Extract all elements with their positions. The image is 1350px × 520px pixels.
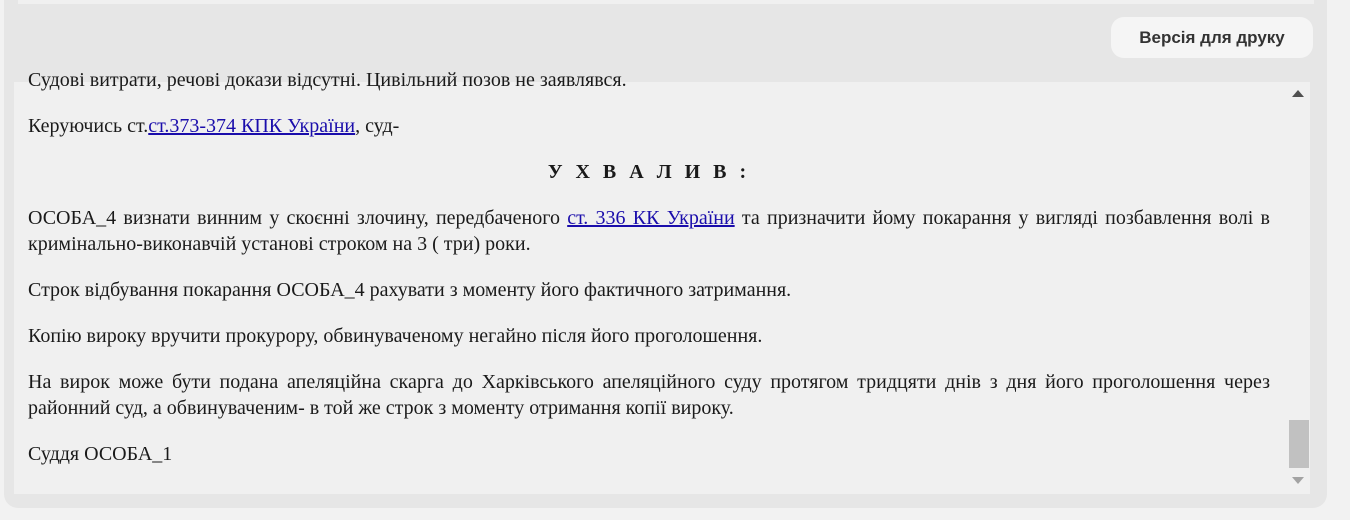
top-strip [18,0,1314,4]
document-view [14,69,1284,478]
scroll-up-arrow-icon[interactable] [1292,90,1304,97]
judge-signature: Суддя ОСОБА_1 [28,443,173,465]
paragraph-text: та призначити йому покарання у вигляді позбавлення волі в кримінально-виконавчій установі строком на 3 ( три) роки. [28,207,1270,255]
paragraph-text: , суд- [355,115,400,137]
vertical-scrollbar[interactable] [1284,82,1310,494]
paragraph-verdict [28,205,1270,257]
paragraph-ruling-basis [28,113,1270,139]
paragraph-copy-delivery: Копію вироку вручити прокурору, обвинуваченому негайно після його проголошення. [28,325,763,347]
paragraph-text: ОСОБА_4 визнати винним у скоєнні злочину, передбаченого [28,207,568,229]
paragraph-sentence-term: Строк відбування покарання ОСОБА_4 рахувати з моменту його фактичного затримання. [28,279,792,301]
document-text [28,67,1270,487]
partial-paragraph: Судові витрати, речові докази відсутні. Цивільний позов не заявлявся. [28,69,627,91]
paragraph-text: Керуючись ст. [28,115,149,137]
paragraph-appeal: На вирок може бути подана апеляційна скарга до Харківського апеляційного суду протягом тридцяти днів з дня його проголошення через районний суд, а обвинуваченим- в той же строк з моменту отримання копії вироку. [28,371,1270,419]
law-link-kk[interactable]: ст. 336 КК України [567,207,735,229]
law-link-kpk[interactable]: ст.373-374 КПК України [148,115,356,137]
print-version-button[interactable]: Версія для друку [1111,17,1313,58]
ruling-heading: У Х В А Л И В : [547,161,751,183]
scroll-down-arrow-icon[interactable] [1292,477,1304,484]
scrollbar-thumb[interactable] [1289,420,1309,468]
document-view-footer [14,478,1284,494]
